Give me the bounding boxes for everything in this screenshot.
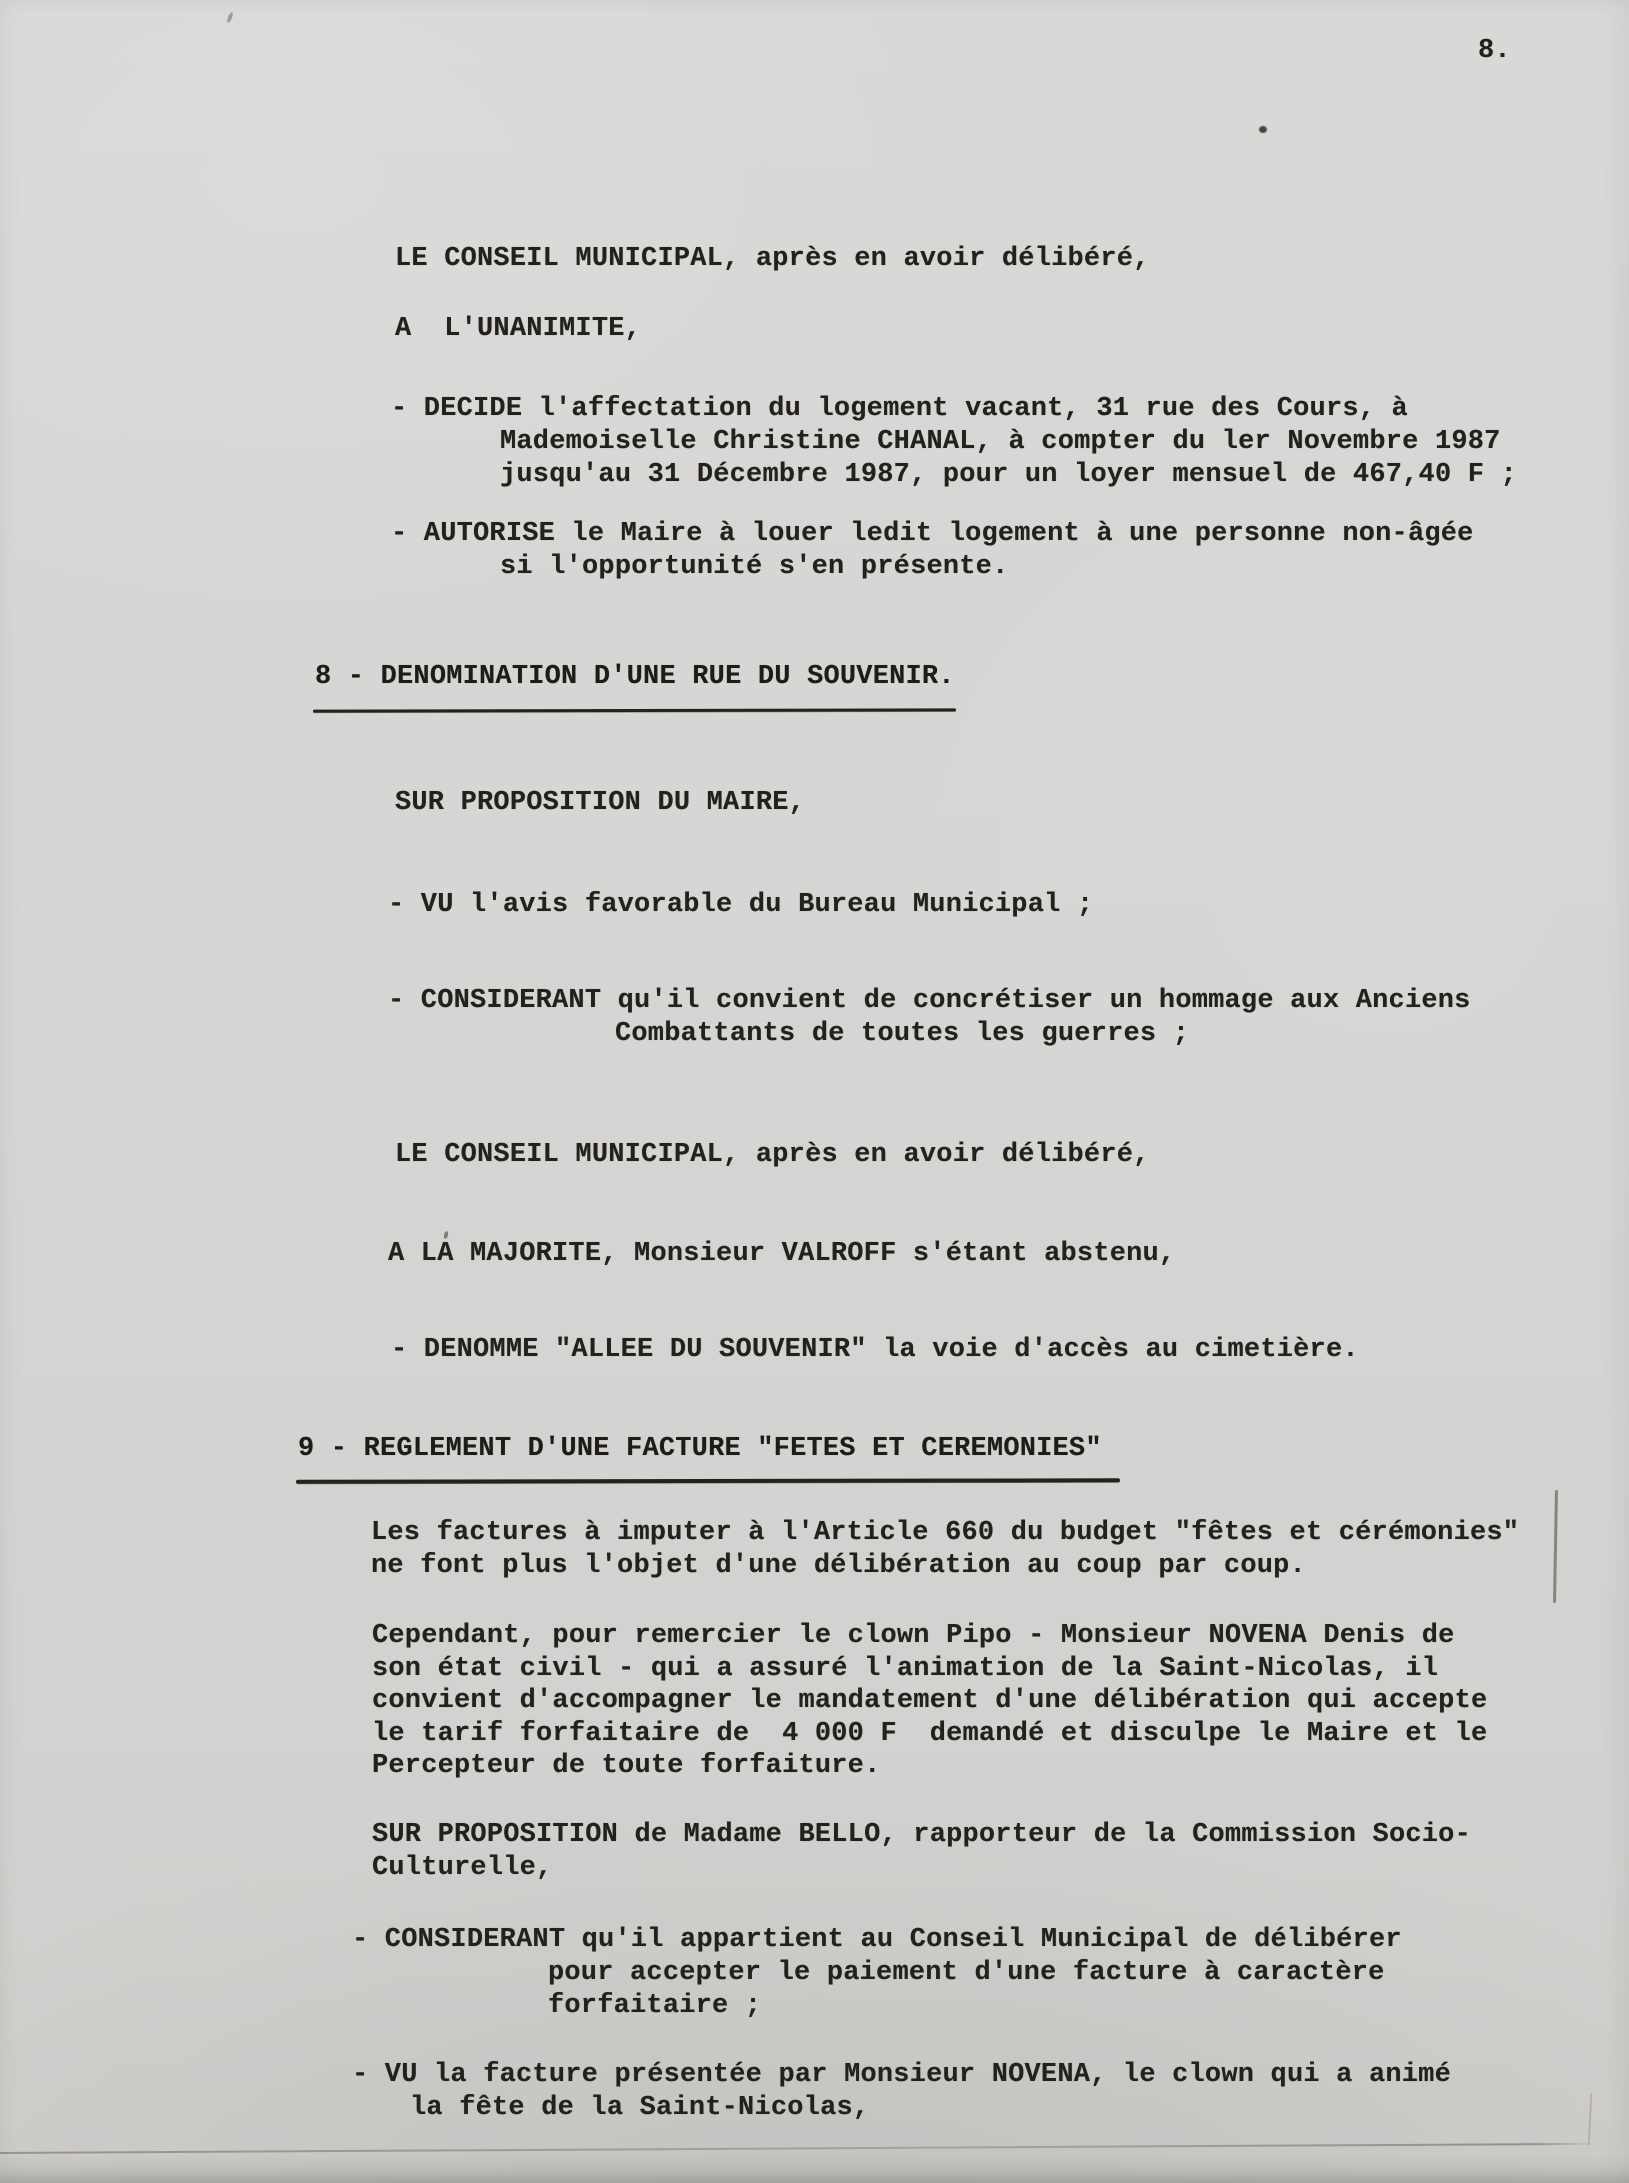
cependant-para-line-4: le tarif forfaitaire de 4 000 F demandé et disculpe le Maire et le [372, 1719, 1488, 1749]
section-9-heading: 9 - REGLEMENT D'UNE FACTURE "FETES ET CEREMONIES" [298, 1434, 1102, 1464]
autorise-line-2: si l'opportunité s'en présente. [500, 552, 1009, 582]
cependant-para-line-1: Cependant, pour remercier le clown Pipo - Monsieur NOVENA Denis de [372, 1621, 1455, 1651]
paper-speck-top-left [226, 12, 234, 24]
paper-crease [0, 2143, 1597, 2154]
factures-para-line-1: Les factures à imputer à l'Article 660 du budget "fêtes et cérémonies" [371, 1518, 1520, 1548]
section-8-heading: 8 - DENOMINATION D'UNE RUE DU SOUVENIR. [315, 662, 955, 692]
vu-avis-line: - VU l'avis favorable du Bureau Municipal ; [388, 890, 1094, 920]
section-8-heading-underline [313, 708, 956, 712]
considerant-hommage-line-2: Combattants de toutes les guerres ; [615, 1019, 1190, 1049]
paper-edge-mark [1588, 2093, 1593, 2145]
ink-dot-speck [1259, 126, 1267, 133]
cependant-para-line-2: son état civil - qui a assuré l'animation de la Saint-Nicolas, il [372, 1654, 1439, 1684]
vote-unanimite-line: A L'UNANIMITE, [395, 314, 642, 344]
vote-majorite-line: A LA MAJORITE, Monsieur VALROFF s'étant abstenu, [388, 1239, 1176, 1269]
sur-proposition-bello-line-2: Culturelle, [372, 1853, 553, 1883]
cependant-para-line-3: convient d'accompagner le mandatement d'une délibération qui accepte [372, 1686, 1488, 1716]
council-deliberation-line: LE CONSEIL MUNICIPAL, après en avoir délibéré, [395, 244, 1150, 274]
autorise-line-1: - AUTORISE le Maire à louer ledit logement à une personne non-âgée [391, 519, 1474, 549]
considerant-paiement-line-1: - CONSIDERANT qu'il appartient au Conseil Municipal de délibérer [352, 1925, 1402, 1955]
decide-line-1: - DECIDE l'affectation du logement vacant, 31 rue des Cours, à [391, 394, 1408, 424]
denomme-allee-line: - DENOMME "ALLEE DU SOUVENIR" la voie d'accès au cimetière. [391, 1335, 1359, 1365]
margin-pen-mark [1553, 1490, 1558, 1603]
cependant-para-line-5: Percepteur de toute forfaiture. [372, 1751, 881, 1781]
sur-proposition-bello-line-1: SUR PROPOSITION de Madame BELLO, rapporteur de la Commission Socio- [372, 1820, 1471, 1850]
considerant-paiement-line-2: pour accepter le paiement d'une facture à caractère [548, 1958, 1385, 1988]
factures-para-line-2: ne font plus l'objet d'une délibération au coup par coup. [371, 1551, 1306, 1581]
considerant-hommage-line-1: - CONSIDERANT qu'il convient de concrétiser un hommage aux Anciens [388, 986, 1471, 1016]
considerant-paiement-line-3: forfaitaire ; [548, 1991, 762, 2021]
sur-proposition-maire-line: SUR PROPOSITION DU MAIRE, [395, 788, 806, 818]
scan-bottom-shadow [0, 2155, 1629, 2183]
vu-facture-line-1: - VU la facture présentée par Monsieur NOVENA, le clown qui a animé [352, 2060, 1451, 2090]
decide-line-2: Mademoiselle Christine CHANAL, à compter du ler Novembre 1987 [500, 427, 1501, 457]
decide-line-3: jusqu'au 31 Décembre 1987, pour un loyer mensuel de 467,40 F ; [500, 460, 1517, 490]
council-deliberation-line-2: LE CONSEIL MUNICIPAL, après en avoir délibéré, [395, 1140, 1150, 1170]
page-number: 8. [1478, 36, 1511, 66]
vu-facture-line-2: la fête de la Saint-Nicolas, [410, 2093, 870, 2123]
section-9-heading-underline [296, 1478, 1120, 1483]
